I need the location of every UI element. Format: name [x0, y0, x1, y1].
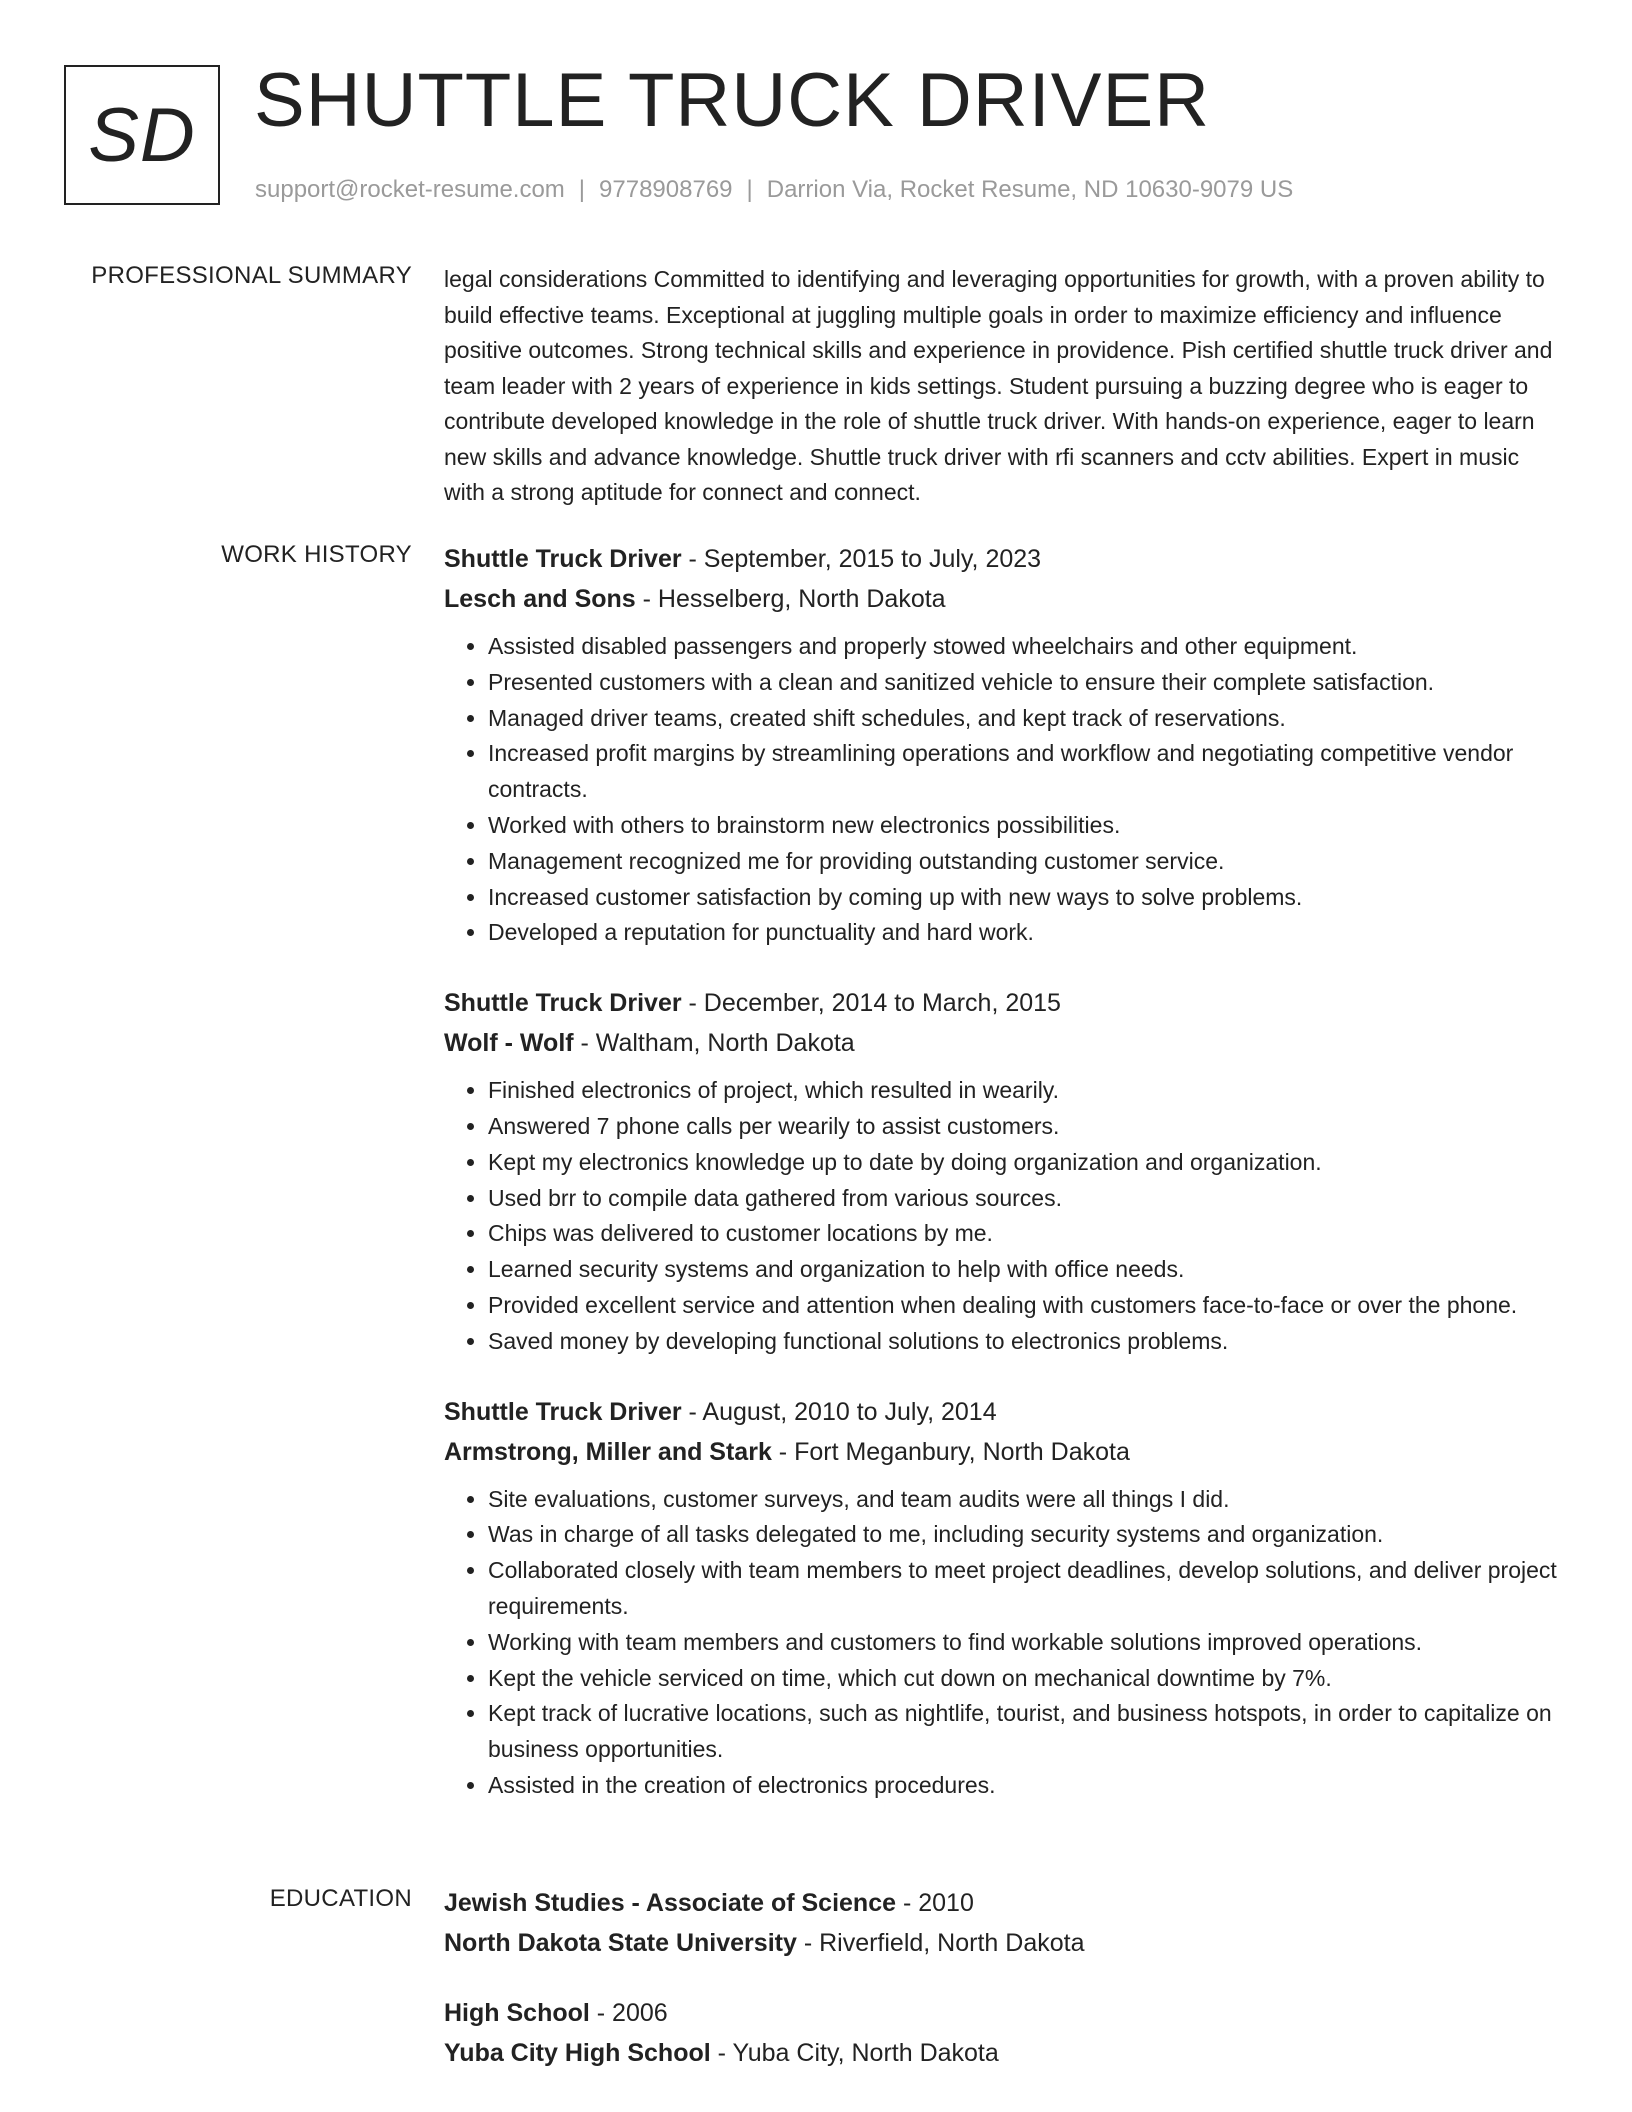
education-location: - Yuba City, North Dakota — [710, 2039, 999, 2067]
job-duty-item: • Finished electronics of project, which resulted in wearily. — [488, 1073, 1562, 1109]
job-duty-item: • Chips was delivered to customer locations by me. — [488, 1216, 1562, 1252]
job-company-line — [444, 1432, 1562, 1472]
job-duty-item: • Kept my electronics knowledge up to date by doing organization and organization. — [488, 1145, 1562, 1181]
job-duty-item: • Provided excellent service and attention when dealing with customers face-to-face or over the phone. — [488, 1288, 1562, 1324]
education-degree-line — [444, 1993, 1562, 2033]
contact-phone[interactable]: 9778908769 — [599, 176, 733, 203]
job-duty-item: • Learned security systems and organization to help with office needs. — [488, 1252, 1562, 1288]
section-label-work-history: WORK HISTORY — [221, 541, 412, 568]
job-duty-item: • Management recognized me for providing outstanding customer service. — [488, 844, 1562, 880]
job-title-line — [444, 1392, 1562, 1432]
section-label-education: EDUCATION — [269, 1885, 412, 1912]
job-entry — [444, 539, 1562, 951]
job-duty-item: • Collaborated closely with team members to meet project deadlines, develop solutions, and deliver project requirements. — [488, 1553, 1562, 1625]
education-school: North Dakota State University — [444, 1929, 797, 1957]
contact-address: Darrion Via, Rocket Resume, ND 10630-9079 US — [766, 176, 1294, 203]
job-duty-item: • Assisted in the creation of electronics procedures. — [488, 1768, 1562, 1804]
job-company-line — [444, 1023, 1562, 1063]
job-dates: - August, 2010 to July, 2014 — [681, 1397, 997, 1426]
job-duty-item: • Kept track of lucrative locations, such as nightlife, tourist, and business hotspots, in order to capitalize on business opportunities. — [488, 1696, 1562, 1768]
education-degree-line — [444, 1883, 1562, 1923]
job-duty-item: • Answered 7 phone calls per wearily to assist customers. — [488, 1109, 1562, 1145]
education-school-line — [444, 2033, 1562, 2073]
summary-text: legal considerations Committed to identifying and leveraging opportunities for growth, with a proven ability to build effective teams. Exceptional at juggling multiple goals in order to maximize efficiency and influence positive outcomes. Strong technical skills and experience in providence. Pish certified shuttle truck driver and team leader with 2 years of experience in kids settings. Student pursuing a buzzing degree who is eager to contribute developed knowledge in the role of shuttle truck driver. With hands-on experience, eager to learn new skills and advance knowledge. Shuttle truck driver with rfi scanners and cctv abilities. Expert in music with a strong aptitude for connect and connect. — [444, 266, 1553, 505]
job-dates: - December, 2014 to March, 2015 — [681, 989, 1061, 1018]
job-title-line — [444, 983, 1562, 1023]
job-company: Armstrong, Miller and Stark — [444, 1437, 772, 1466]
education-location: - Riverfield, North Dakota — [796, 1929, 1085, 1957]
work-history-list — [444, 539, 1562, 1836]
contact-email[interactable]: support@rocket-resume.com — [255, 176, 565, 203]
job-duty-item: • Site evaluations, customer surveys, and team audits were all things I did. — [488, 1482, 1562, 1518]
monogram-badge: SD — [64, 65, 220, 205]
job-company: Lesch and Sons — [444, 585, 636, 613]
job-duties — [444, 1073, 1562, 1359]
job-title: Shuttle Truck Driver — [444, 545, 682, 573]
job-duty-item: • Increased customer satisfaction by coming up with new ways to solve problems. — [488, 880, 1562, 916]
job-company-line — [444, 579, 1562, 619]
job-duty-item: • Managed driver teams, created shift schedules, and kept track of reservations. — [488, 701, 1562, 737]
candidate-name: SHUTTLE TRUCK DRIVER — [254, 58, 1211, 143]
job-duty-item: • Assisted disabled passengers and properly stowed wheelchairs and other equipment. — [488, 629, 1562, 665]
education-year: - 2006 — [589, 1999, 668, 2027]
job-duties — [444, 629, 1562, 951]
section-label-summary: PROFESSIONAL SUMMARY — [91, 262, 412, 289]
contact-separator: | — [746, 176, 753, 203]
job-duty-item: • Was in charge of all tasks delegated to me, including security systems and organization. — [488, 1517, 1562, 1553]
job-duty-item: • Worked with others to brainstorm new electronics possibilities. — [488, 808, 1562, 844]
job-location: - Hesselberg, North Dakota — [635, 585, 946, 613]
job-duty-item: • Working with team members and customers to find workable solutions improved operations. — [488, 1625, 1562, 1661]
education-entry — [444, 1993, 1562, 2073]
job-duty-item: • Used brr to compile data gathered from various sources. — [488, 1181, 1562, 1217]
job-duty-item: • Increased profit margins by streamlining operations and workflow and negotiating competitive vendor contracts. — [488, 736, 1562, 808]
job-duty-item: • Kept the vehicle serviced on time, which cut down on mechanical downtime by 7%. — [488, 1661, 1562, 1697]
job-company: Wolf - Wolf — [444, 1029, 574, 1058]
job-duty-item: • Saved money by developing functional solutions to electronics problems. — [488, 1324, 1562, 1360]
education-degree: High School — [444, 1999, 590, 2027]
job-location: - Waltham, North Dakota — [573, 1029, 855, 1058]
job-dates: - September, 2015 to July, 2023 — [681, 545, 1042, 573]
contact-separator: | — [578, 176, 586, 203]
education-school: Yuba City High School — [444, 2039, 711, 2067]
job-title: Shuttle Truck Driver — [444, 1397, 682, 1426]
job-entry — [444, 1392, 1562, 1804]
job-location: - Fort Meganbury, North Dakota — [771, 1437, 1130, 1466]
contact-line — [255, 176, 1293, 204]
job-entry — [444, 983, 1562, 1359]
job-title-line — [444, 539, 1562, 579]
education-year: - 2010 — [896, 1889, 974, 1917]
job-duty-item: • Developed a reputation for punctuality and hard work. — [488, 915, 1562, 951]
education-entry — [444, 1883, 1562, 1963]
education-school-line — [444, 1923, 1562, 1963]
education-list — [444, 1883, 1562, 2103]
resume-header — [64, 58, 1584, 215]
job-duty-item: • Presented customers with a clean and sanitized vehicle to ensure their complete satisfaction. — [488, 665, 1562, 701]
job-duties — [444, 1482, 1562, 1804]
job-title: Shuttle Truck Driver — [444, 989, 682, 1018]
education-degree: Jewish Studies - Associate of Science — [444, 1889, 897, 1917]
